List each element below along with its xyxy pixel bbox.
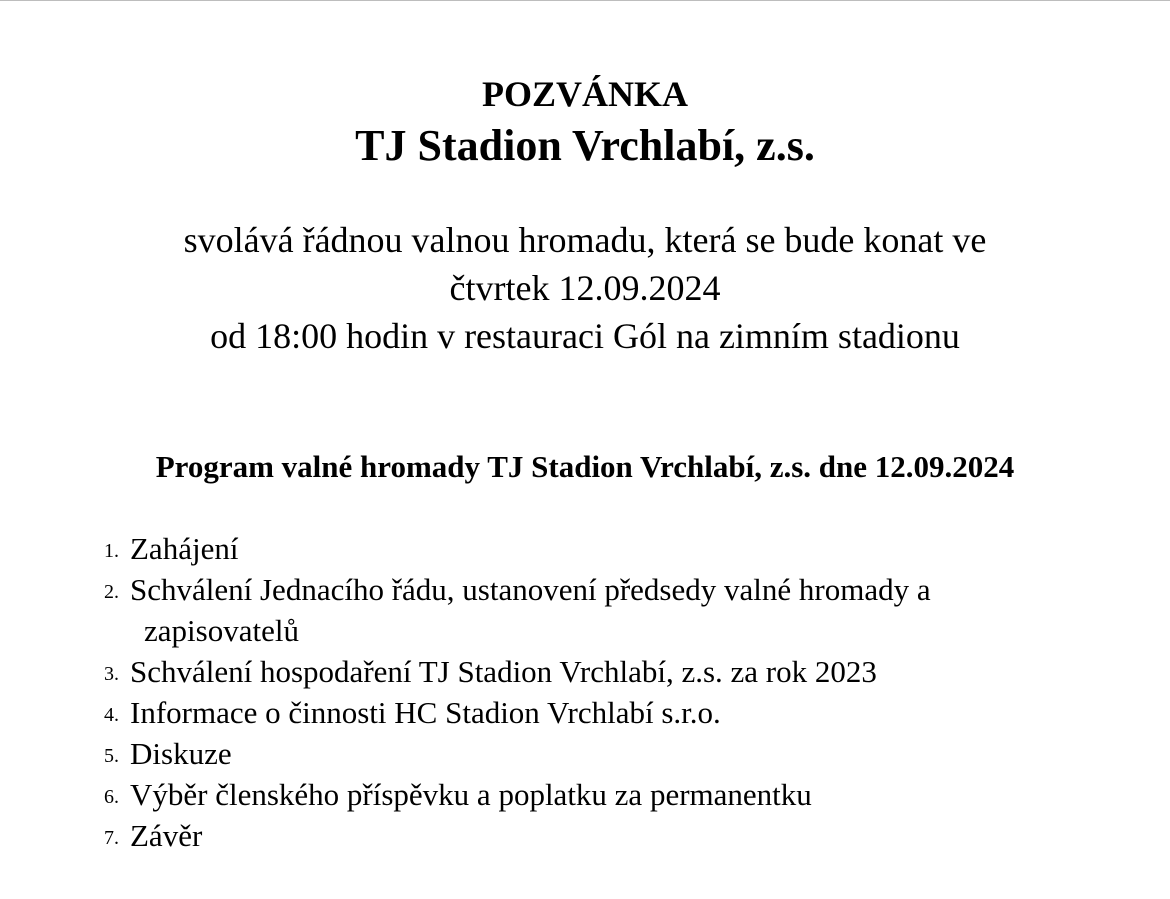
agenda-item-number: 6. [104,786,119,808]
agenda-item-6 [104,774,1104,815]
agenda-list [104,528,1104,856]
agenda-item-2 [104,569,1104,651]
intro-line-3: od 18:00 hodin v restauraci Gól na zimním stadionu [210,316,960,356]
agenda-item-text: Zahájení [130,531,239,566]
agenda-item-3 [104,651,1104,692]
agenda-item-4 [104,692,1104,733]
intro-line-1: svolává řádnou valnou hromadu, která se bude konat ve [183,220,987,260]
invitation-intro [0,216,1170,360]
agenda-item-text: Diskuze [130,736,232,771]
agenda-item-number: 2. [104,581,119,603]
agenda-item-text: Závěr [130,818,203,853]
agenda-item-text: Schválení Jednacího řádu, ustanovení předsedy valné hromady a zapisovatelů [130,572,931,648]
agenda-item-5 [104,733,1104,774]
top-border-line [0,0,1170,1]
agenda-item-text: Výběr členského příspěvku a poplatku za permanentku [130,777,812,812]
agenda-item-1 [104,528,1104,569]
agenda-item-text: Informace o činnosti HC Stadion Vrchlabí s.r.o. [130,695,721,730]
agenda-item-number: 4. [104,704,119,726]
agenda-item-number: 5. [104,745,119,767]
program-title: Program valné hromady TJ Stadion Vrchlabí, z.s. dne 12.09.2024 [155,449,1015,484]
agenda-item-text: Schválení hospodaření TJ Stadion Vrchlabí, z.s. za rok 2023 [130,654,877,689]
document-heading: POZVÁNKA [482,74,688,114]
agenda-item-7 [104,815,1104,856]
agenda-item-number: 1. [104,540,119,562]
agenda-item-number: 3. [104,663,119,685]
intro-line-2: čtvrtek 12.09.2024 [449,268,721,308]
organization-name: TJ Stadion Vrchlabí, z.s. [355,121,815,170]
agenda-item-number: 7. [104,827,119,849]
